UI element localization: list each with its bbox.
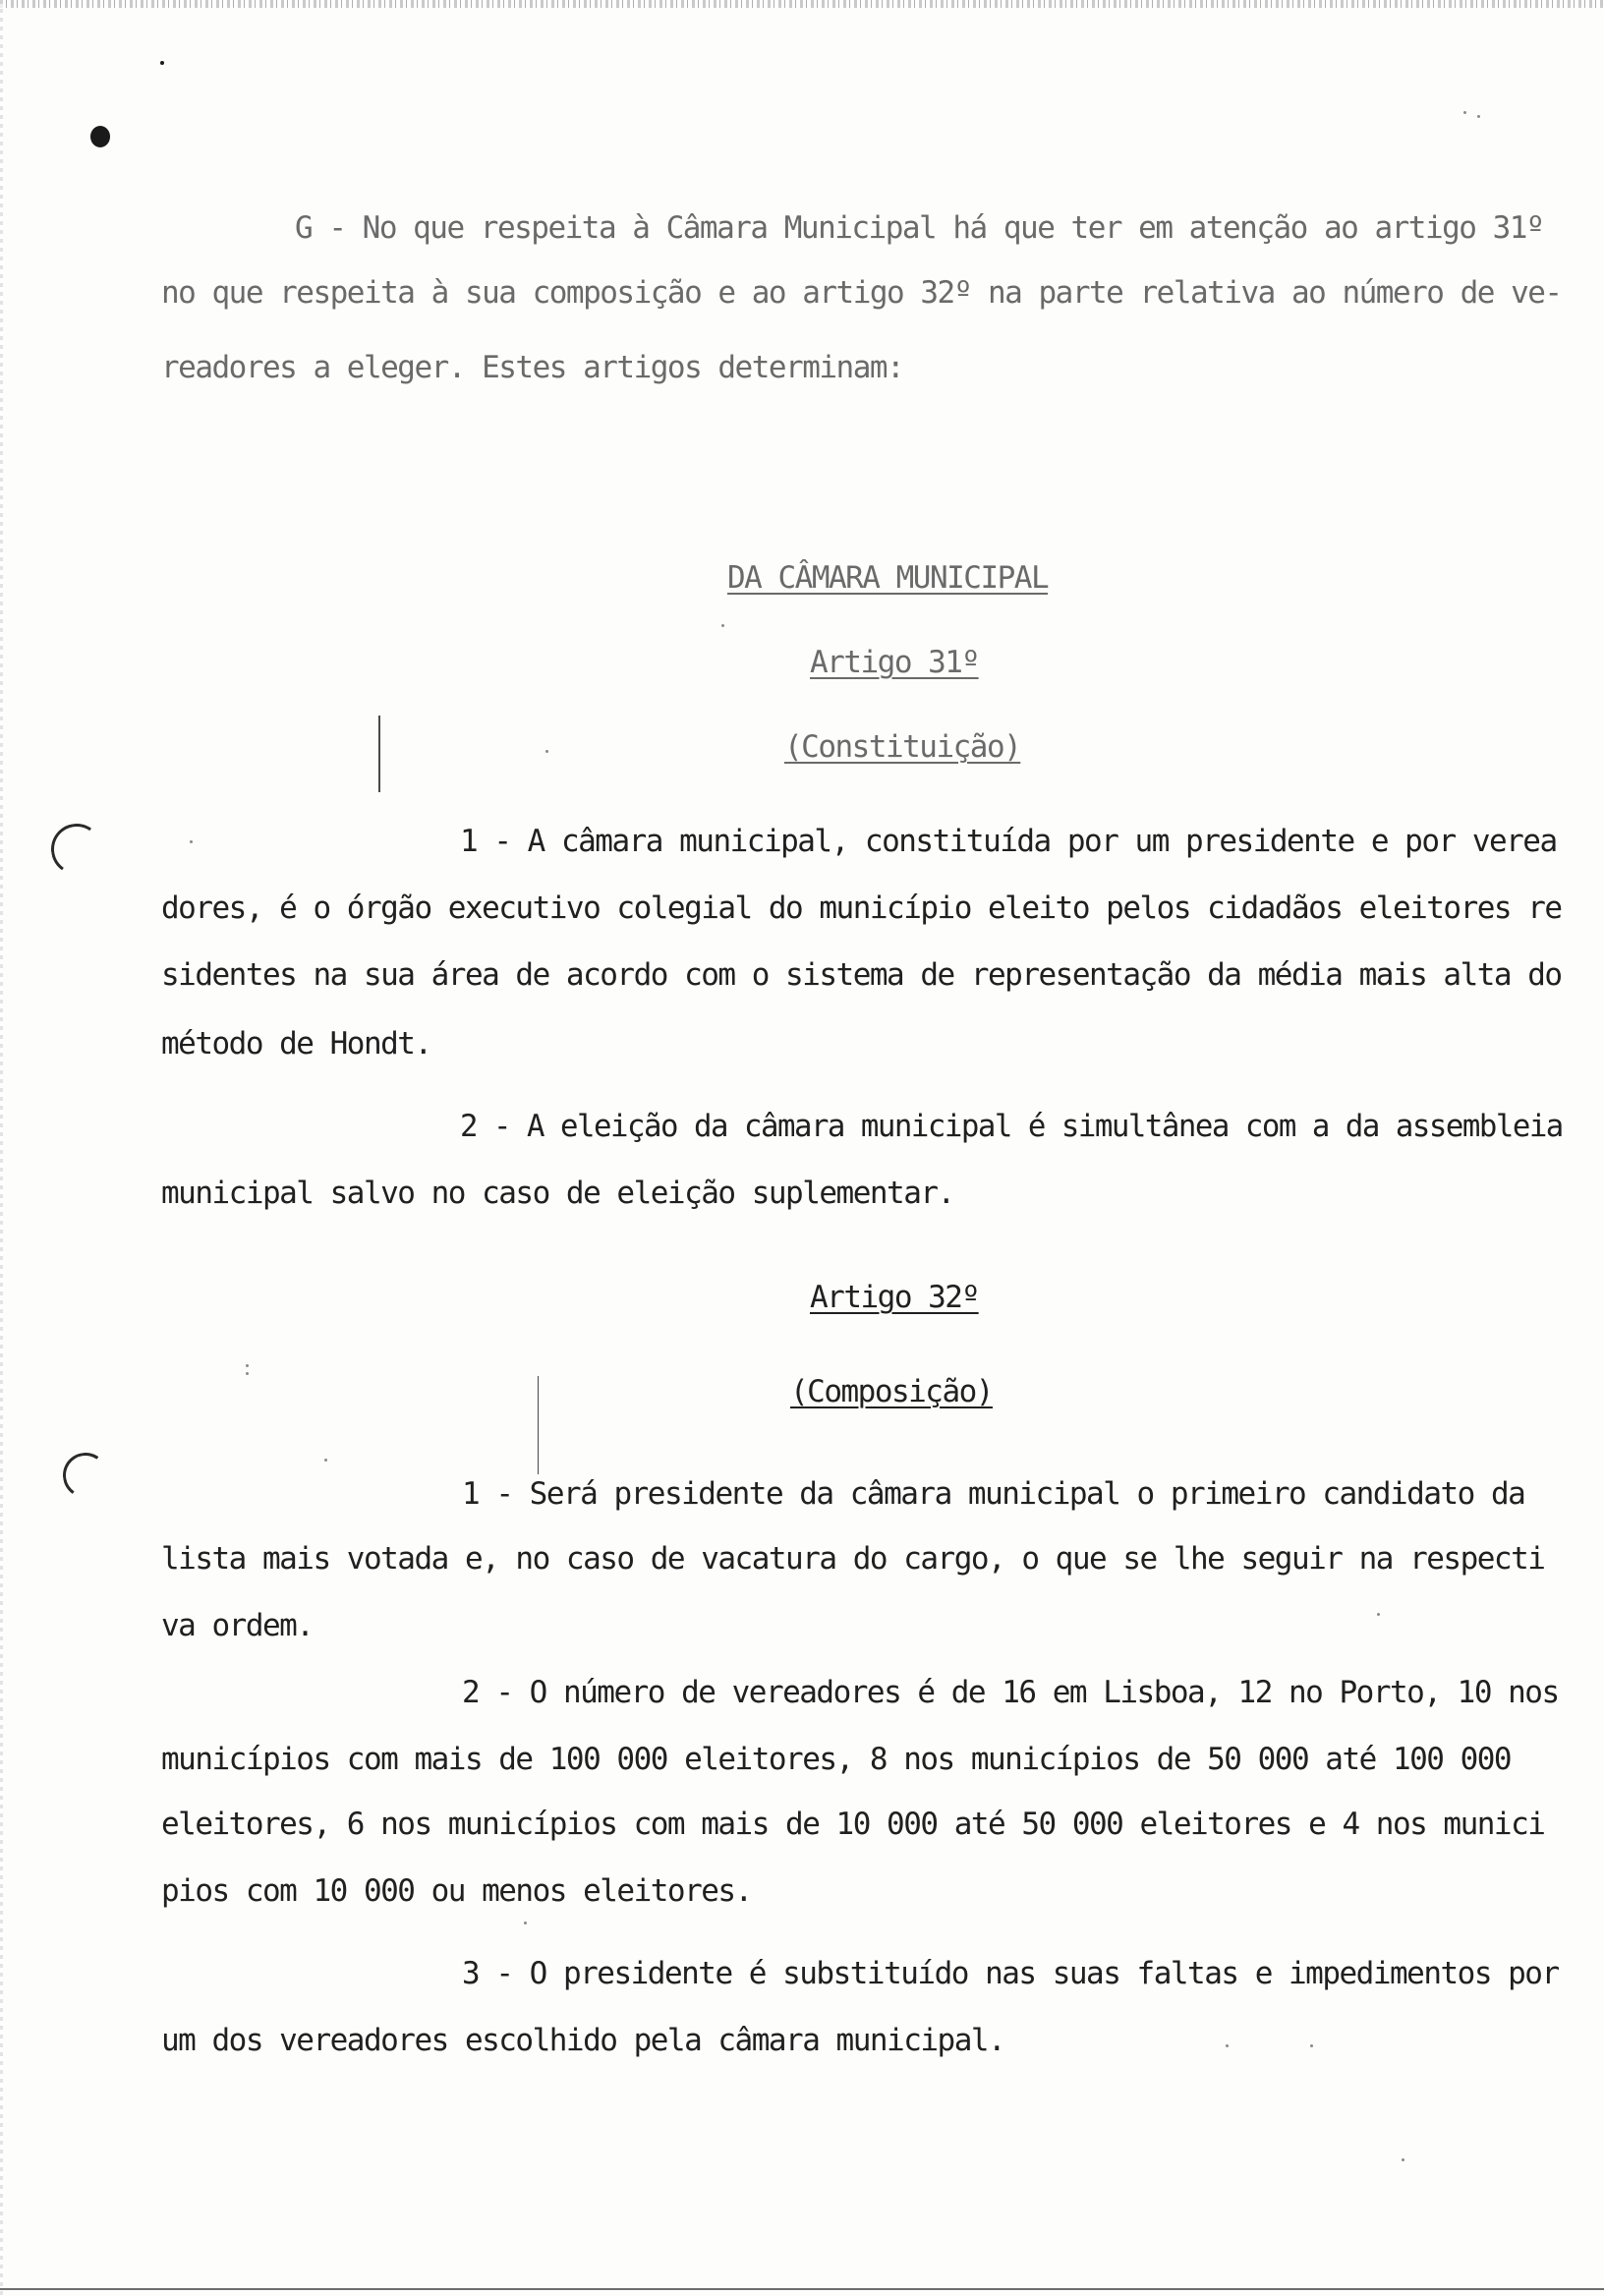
intro-line: readores a eleger. Estes artigos determinam: — [161, 350, 904, 385]
scan-speck — [524, 1922, 527, 1924]
paragraph-line: sidentes na sua área de acordo com o sistema de representação da média mais alta do — [161, 957, 1562, 993]
paragraph-line: municípios com mais de 100 000 eleitores, 8 nos municípios de 50 000 até 100 000 — [161, 1742, 1512, 1777]
punch-hole — [59, 1449, 111, 1501]
scan-speck — [324, 1459, 327, 1462]
scan-bottom-edge — [0, 2288, 1604, 2290]
paragraph-line: um dos vereadores escolhido pela câmara municipal. — [161, 2023, 1005, 2058]
ink-dot — [160, 61, 164, 65]
ink-dot — [90, 126, 110, 147]
scan-mark-line — [378, 716, 380, 792]
article-title: Artigo 32º — [810, 1280, 979, 1315]
scan-speck — [190, 840, 193, 843]
scan-speck — [246, 1364, 249, 1367]
article-subtitle: (Constituição) — [784, 729, 1021, 765]
scan-speck — [545, 750, 548, 753]
scan-speck — [246, 1372, 249, 1375]
scan-speck — [1226, 2044, 1229, 2047]
scan-speck — [1377, 1613, 1380, 1616]
paragraph-line: método de Hondt. — [161, 1026, 431, 1062]
intro-line: G - No que respeita à Câmara Municipal há que ter em atenção ao artigo 31º — [295, 210, 1544, 246]
paragraph-line: municipal salvo no caso de eleição suplementar. — [161, 1176, 954, 1211]
scan-speck — [1463, 111, 1466, 114]
paragraph-line: 1 - Será presidente da câmara municipal o primeiro candidato da — [462, 1476, 1525, 1512]
scan-mark-line — [538, 1376, 539, 1474]
paragraph-line: 2 - O número de vereadores é de 16 em Lisboa, 12 no Porto, 10 nos — [462, 1675, 1559, 1710]
paragraph-line: eleitores, 6 nos municípios com mais de 10 000 até 50 000 eleitores e 4 nos munici — [161, 1807, 1545, 1842]
scan-left-edge — [0, 0, 3, 2296]
paragraph-line: pios com 10 000 ou menos eleitores. — [161, 1873, 752, 1909]
intro-line: no que respeita à sua composição e ao artigo 32º na parte relativa ao número de ve- — [161, 275, 1562, 311]
paragraph-line: 2 - A eleição da câmara municipal é simultânea com a da assembleia — [460, 1109, 1563, 1144]
section-title: DA CÂMARA MUNICIPAL — [727, 560, 1049, 596]
paragraph-line: dores, é o órgão executivo colegial do município eleito pelos cidadãos eleitores re — [161, 890, 1562, 926]
scan-speck — [1402, 2158, 1404, 2161]
paragraph-line: va ordem. — [161, 1608, 314, 1643]
scan-speck — [1310, 2044, 1313, 2047]
scan-speck — [1477, 115, 1480, 118]
article-title: Artigo 31º — [810, 645, 979, 680]
scan-speck — [721, 624, 724, 627]
paragraph-line: 3 - O presidente é substituído nas suas faltas e impedimentos por — [462, 1956, 1559, 1991]
paragraph-line: 1 - A câmara municipal, constituída por um presidente e por verea — [460, 824, 1557, 859]
punch-hole — [47, 820, 106, 879]
article-subtitle: (Composição) — [790, 1374, 993, 1409]
paragraph-line: lista mais votada e, no caso de vacatura do cargo, o que se lhe seguir na respecti — [161, 1541, 1545, 1577]
scan-top-edge — [0, 0, 1604, 8]
